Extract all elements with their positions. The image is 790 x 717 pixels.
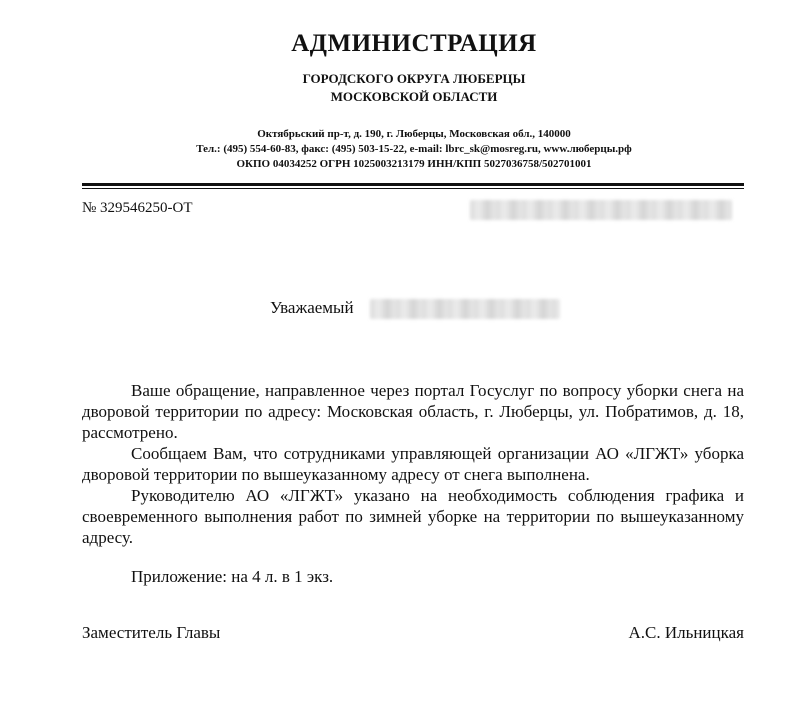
header-divider-thick	[82, 183, 744, 186]
organization-subtitle-line1: ГОРОДСКОГО ОКРУГА ЛЮБЕРЦЫ	[302, 71, 526, 86]
redacted-recipient-name	[370, 299, 560, 319]
organization-address: Октябрьский пр-т, д. 190, г. Люберцы, Московская обл., 140000	[257, 128, 571, 140]
appendix-note: Приложение: на 4 л. в 1 экз.	[131, 567, 334, 586]
salutation: Уважаемый	[270, 298, 354, 317]
letter-paragraph: Сообщаем Вам, что сотрудниками управляющей организации АО «ЛГЖТ» уборка дворовой территории по вышеуказанному адресу от снега выполнена.	[82, 444, 744, 484]
signatory-name: А.С. Ильницкая	[628, 623, 744, 642]
redacted-recipient	[470, 200, 732, 220]
registration-number: № 329546250-ОТ	[82, 200, 193, 216]
letter-body	[82, 380, 744, 548]
organization-codes: ОКПО 04034252 ОГРН 1025003213179 ИНН/КПП 5027036758/502701001	[236, 158, 592, 170]
organization-subtitle-line2: МОСКОВСКОЙ ОБЛАСТИ	[330, 89, 498, 104]
signatory-position: Заместитель Главы	[82, 623, 221, 642]
organization-title: АДМИНИСТРАЦИЯ	[291, 30, 537, 57]
organization-contacts: Тел.: (495) 554-60-83, факс: (495) 503-15-22, e-mail: lbrc_sk@mosreg.ru, www.люберцы.рф	[196, 143, 632, 155]
letter-paragraph: Ваше обращение, направленное через портал Госуслуг по вопросу уборки снега на дворовой территории по адресу: Московская область, г. Люберцы, ул. Побратимов, д. 18, рассмотрено.	[82, 381, 744, 442]
header-divider-thin	[82, 188, 744, 189]
letter-paragraph: Руководителю АО «ЛГЖТ» указано на необходимость соблюдения графика и своевременного выполнения работ по зимней уборке на территории по вышеуказанному адресу.	[82, 486, 744, 547]
